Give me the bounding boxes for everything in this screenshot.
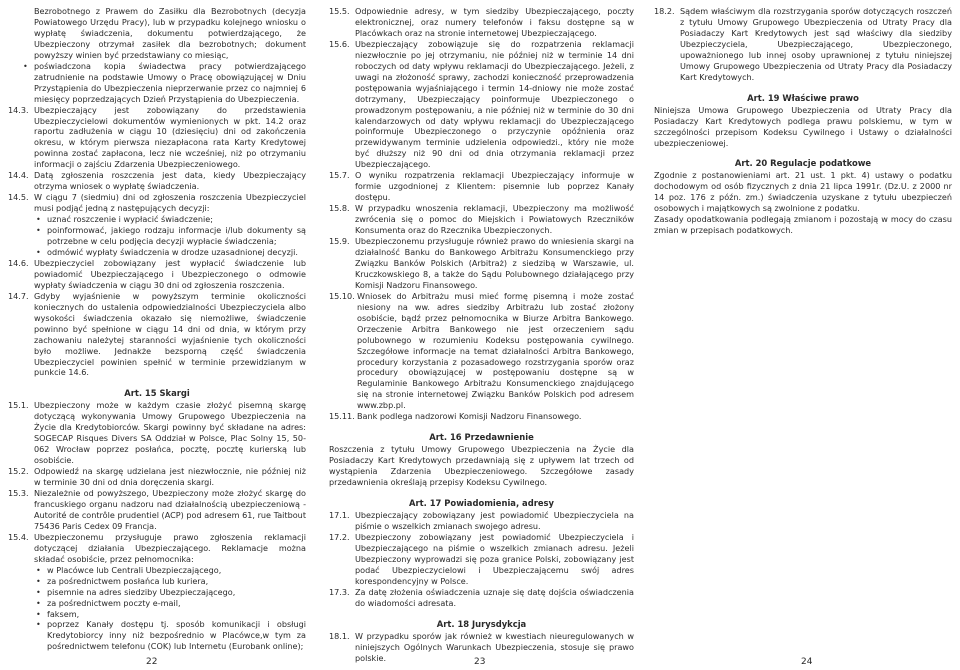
clause-text: Sądem właściwym dla rozstrzygania sporów dotyczących roszczeń z tytułu Umowy Grupowego Ubezpieczenia od Utraty Pracy dla Posiadaczy Kart Kredytowych jest sąd właściwy dla siedziby Ubezpieczyciela, Ubezpieczającego, Ubezpieczonego, upoważnionego lub innej osoby uprawnionej z tytułu niniejszej Umowy Grupowego Ubezpieczenia od Utraty Pracy dla Posiadaczy Kart Kredytowych. [680, 6, 952, 82]
page-number-middle: 23 [474, 657, 486, 667]
clause-18-2 [654, 6, 952, 83]
paragraph: Zasady opodatkowania podlegają zmianom i pozostają w mocy do czasu zmian w przepisach podatkowych. [654, 214, 952, 236]
clause-number: 15.6. [329, 38, 350, 49]
clause-number: 15.9. [329, 236, 350, 247]
clause-number: 15.10. [329, 290, 355, 301]
article-19-heading: Art. 19 Właściwe prawo [747, 92, 859, 103]
bullet-item: • pisemnie na adres siedziby Ubezpieczającego, [8, 587, 306, 598]
clause-text: Ubezpieczonemu przysługuje również prawo do wniesienia skargi na działalność Banku do Bankowego Arbitrażu Konsumenckiego przy Związku Banków Polskich (Arbitraż) z siedzibą w Warszawie, ul. Kruczkowskiego 8, a także do Sądu Polubownego działającego przy Komisji Nadzoru Finansowego. [355, 236, 634, 290]
clause-text: W ciągu 7 (siedmiu) dni od zgłoszenia roszczenia Ubezpieczyciel musi podjąć jedną z następujących decyzji: [34, 192, 306, 214]
clause-14-5 [8, 192, 306, 214]
clause-number: 14.6. [8, 257, 29, 268]
clause-15-10 [329, 291, 634, 411]
clause-17-2 [329, 532, 634, 587]
bullet-item: • za pośrednictwem posłańca lub kuriera, [8, 576, 306, 587]
column-right [654, 6, 952, 638]
clause-17-1 [329, 510, 634, 532]
page-number-left: 22 [146, 657, 158, 667]
clause-number: 15.7. [329, 170, 350, 181]
clause-15-7 [329, 170, 634, 203]
clause-text: Ubezpieczony może w każdym czasie złożyć pisemną skargę dotyczącą wykonywania Umowy Grupowego Ubezpieczenia na Życie dla Kredytobiorców. Skargi powinny być składane na adres: SOGECAP Risques Divers SA Oddział w Polsce, Plac Solny 15, 50-062 Wrocław poprzez posłańca, pocztę, pocztę kurierską lub osobiście. [34, 400, 306, 466]
clause-number: 15.3. [8, 488, 29, 499]
clause-15-8 [329, 203, 634, 236]
clause-text: W przypadku wnoszenia reklamacji, Ubezpieczony ma możliwość zwrócenia się o pomoc do Miejskich i Powiatowych Rzeczników Konsumenta oraz do Rzecznika Ubezpieczonych. [355, 203, 634, 236]
clause-number: 15.2. [8, 466, 29, 477]
bullet-item: • odmówić wypłaty świadczenia w drodze uzasadnionej decyzji. [8, 247, 306, 258]
clause-text: Odpowiednie adresy, w tym siedziby Ubezpieczającego, poczty elektronicznej, oraz numery telefonów i faksu dostępne są w Placówkach oraz na stronie internetowej Ubezpieczającego. [355, 6, 634, 38]
clause-text: Gdyby wyjaśnienie w powyższym terminie okoliczności koniecznych do ustalenia odpowiedzialności Ubezpieczyciela albo wysokości świadczenia okazało się niemożliwe, świadczenie powinno być spełnione w ciągu 14 dni od dnia, w którym przy zachowaniu należytej staranności wyjaśnienie tych okoliczności było możliwe. Jednakże bezsporną część świadczenia Ubezpieczyciel powinien spełnić w terminie przewidzianym w punkcie 14.6. [34, 290, 306, 378]
clause-15-4 [8, 532, 306, 565]
bullet-item: • faksem, [8, 609, 306, 620]
bullet-item: • w Placówce lub Centrali Ubezpieczającego, [8, 565, 306, 576]
clause-text: Ubezpieczający zobowiązany jest powiadomić Ubezpieczyciela na piśmie o wszelkich zmianach swojego adresu. [355, 510, 634, 531]
clause-number: 15.4. [8, 531, 29, 542]
clause-number: 18.1. [329, 630, 350, 641]
clause-number: 17.2. [329, 531, 350, 542]
clause-14-4 [8, 170, 306, 192]
clause-17-3 [329, 587, 634, 609]
clause-15-1 [8, 400, 306, 466]
bullet-item: • poświadczona kopia świadectwa pracy potwierdzającego zatrudnienie na podstawie Umowy o Pracę obowiązującej w Dniu Przystąpienia do Ubezpieczenia nieprzerwanie przez co najmniej 6 miesięcy poprzedzających Dzień Przystąpienia do Ubezpieczenia. [8, 61, 306, 105]
column-left [8, 6, 306, 652]
paragraph: Zgodnie z postanowieniami art. 21 ust. 1 pkt. 4) ustawy o podatku dochodowym od osób fizycznych z dnia 21 lipca 1991r. (Dz.U. z 2000 nr 14 poz. 176 z późn. zm.) świadczenia uzyskane z tytułu ubezpieczeń osobowych i majątkowych są zwolnione z podatku. [654, 170, 952, 214]
clause-number: 14.4. [8, 170, 29, 181]
bullet-item: • uznać roszczenie i wypłacić świadczenie; [8, 214, 306, 225]
clause-text: Datą zgłoszenia roszczenia jest data, kiedy Ubezpieczający otrzyma wniosek o wypłatę świadczenia. [34, 170, 306, 192]
clause-number: 18.2. [654, 6, 675, 16]
article-15-heading: Art. 15 Skargi [124, 388, 190, 399]
clause-number: 15.5. [329, 6, 350, 16]
clause-15-11 [329, 411, 634, 422]
clause-number: 15.11. [329, 411, 355, 422]
clause-number: 17.3. [329, 586, 350, 597]
clause-14-7 [8, 291, 306, 379]
clause-text: Za datę złożenia oświadczenia uznaje się datę dojścia oświadczenia do wiadomości adresata. [355, 586, 634, 608]
clause-text: O wyniku rozpatrzenia reklamacji Ubezpieczający informuje w formie uzgodnionej z Klientem: pisemnie lub poprzez Kanały dostępu. [355, 170, 634, 203]
clause-number: 14.5. [8, 192, 29, 203]
clause-text: Ubezpieczony zobowiązany jest powiadomić Ubezpieczyciela i Ubezpieczającego na piśmie o wszelkich zmianach adresu. Jeżeli Ubezpieczony wyprowadzi się poza granice Polski, zobowiązany jest podać Ubezpieczycielowi i Ubezpieczającemu swój adres korespondencyjny w Polsce. [355, 531, 634, 586]
bullet-item: • poprzez Kanały dostępu tj. sposób komunikacji i obsługi Kredytobiorcy inny niż bezpośrednio w Placówce,w tym za pośrednictwem telefonu (COK) lub Internetu (Eurobank online); [8, 619, 306, 652]
clause-number: 14.3. [8, 104, 29, 115]
clause-number: 14.7. [8, 290, 29, 301]
page-number-right: 24 [801, 657, 813, 667]
article-16-heading: Art. 16 Przedawnienie [429, 432, 534, 443]
clause-number: 17.1. [329, 510, 350, 521]
paragraph: Bezrobotnego z Prawem do Zasiłku dla Bezrobotnych (decyzja Powiatowego Urzędu Pracy), lub w przypadku kolejnego wniosku o wypłatę świadczenia, dokumentu potwierdzającego, że Ubezpieczony otrzymał zasiłek dla bezrobotnych; dokument powyższy winien być przedstawiany co miesiąc, [34, 6, 306, 60]
paragraph: Niniejsza Umowa Grupowego Ubezpieczenia od Utraty Pracy dla Posiadaczy Kart Kredytowych podlega prawu polskiemu, w tym w szczególności przepisom Kodeksu Cywilnego i Ustawy o działalności ubezpieczeniowej. [654, 104, 952, 148]
clause-text: W przypadku sporów jak również w kwestiach nieuregulowanych w niniejszych Ogólnych Warunkach Ubezpieczenia, stosuje się prawo polskie. [355, 630, 634, 663]
clause-text: Ubezpieczyciel zobowiązany jest wypłacić świadczenie lub powiadomić Ubezpieczającego i Ubezpieczonego o odmowie wypłaty świadczenia w ciągu 30 dni od zgłoszenia roszczenia. [34, 257, 306, 290]
clause-text: Niezależnie od powyższego, Ubezpieczony może złożyć skargę do francuskiego organu nadzoru nad działalnością ubezpieczeniową - Autorité de contrôle prudentiel (ACP) pod adresem 61, rue Taitbout 75436 Paris Cedex 09 Francja. [34, 488, 306, 531]
clause-text: Odpowiedź na skargę udzielana jest niezwłocznie, nie później niż w terminie 30 dni od dnia doręczenia skargi. [34, 466, 306, 488]
bullet-item: • za pośrednictwem poczty e-mail, [8, 598, 306, 609]
clause-number: 15.1. [8, 400, 29, 411]
clause-text: Wniosek do Arbitrażu musi mieć formę pisemną i może zostać niesiony na ww. adres siedziby Arbitrażu lub zostać złożony osobiście, bądź przez pełnomocnika w Biurze Arbitra Bankowego. Orzeczenie Arbitra Bankowego nie jest orzeczeniem sądu polubownego w rozumieniu Kodeksu postępowania cywilnego. Szczegółowe informacje na temat działalności Arbitra Bankowego, procedury korzystania z pozasadowego rozstrzygania sporów oraz procedury obowiązującej w postępowaniu dostępne są w Regulaminie Bankowego Arbitrażu Konsumenckiego znajdującego się na stronie internetowej Związku Banków Polskich pod adresem www.zbp.pl. [357, 290, 634, 411]
clause-number: 15.8. [329, 203, 350, 214]
clause-text: Ubezpieczonemu przysługuje prawo zgłoszenia reklamacji dotyczącej działania Ubezpieczającego. Reklamacje można składać osobiście, przez pełnomocnika: [34, 531, 306, 564]
article-18-heading: Art. 18 Jurysdykcja [436, 618, 527, 629]
bullet-item: • poinformować, jakiego rodzaju informacje i/lub dokumenty są potrzebne w celu podjęcia decyzji wypłacie świadczenia; [8, 225, 306, 247]
clause-15-5 [329, 6, 634, 39]
clause-14-3 [8, 105, 306, 171]
article-17-heading: Art. 17 Powiadomienia, adresy [409, 498, 554, 509]
clause-14-6 [8, 258, 306, 291]
clause-15-3 [8, 488, 306, 532]
article-20-heading: Art. 20 Regulacje podatkowe [734, 158, 872, 169]
clause-15-2 [8, 466, 306, 488]
clause-text: Bank podlega nadzorowi Komisji Nadzoru Finansowego. [357, 411, 582, 422]
paragraph: Roszczenia z tytułu Umowy Grupowego Ubezpieczenia na Życie dla Posiadaczy Kart Kredytowych przedawniają się z upływem lat trzech od wystąpienia Zdarzenia Ubezpieczeniowego. Szczegółowe zasady przedawnienia określają przepisy Kodeksu Cywilnego. [329, 444, 634, 488]
clause-text: Ubezpieczający jest zobowiązany do przedstawienia Ubezpieczycielowi dokumentów wymienionych w pkt. 14.2 oraz raportu zadłużenia w ciągu 10 (dziesięciu) dni od zakończenia okresu, w którym pierwsza niezapłacona rata Karty Kredytowej powinna zostać zapłacona, lecz nie wcześniej, niż po otrzymaniu informacji o zajściu Zdarzenia Ubezpieczeniowego. [34, 104, 306, 170]
clause-text: Ubezpieczający zobowiązuje się do rozpatrzenia reklamacji niezwłocznie po jej otrzymaniu, nie później niż w terminie 14 dni roboczych od daty wpływu reklamacji do Ubezpieczającego. Jeżeli, z uwagi na złożoność sprawy, zachodzi konieczność przeprowadzenia postępowania wyjaśniającego i termin 14-dniowy nie może zostać dotrzymany, Ubezpieczający poinformuje Ubezpieczonego o prowadzonym postępowaniu, a nie później niż w terminie do 30 dni kalendarzowych od daty wpływu reklamacji do Ubezpieczającego poinformuje Ubezpieczonego o przyczynie opóźnienia oraz przewidywanym terminie udzielenia odpowiedzi., który nie może być dłuższy niż 90 dni od dnia otrzymania reklamacji przez Ubezpieczającego. [355, 38, 634, 170]
clause-15-9 [329, 236, 634, 291]
clause-15-6 [329, 39, 634, 170]
